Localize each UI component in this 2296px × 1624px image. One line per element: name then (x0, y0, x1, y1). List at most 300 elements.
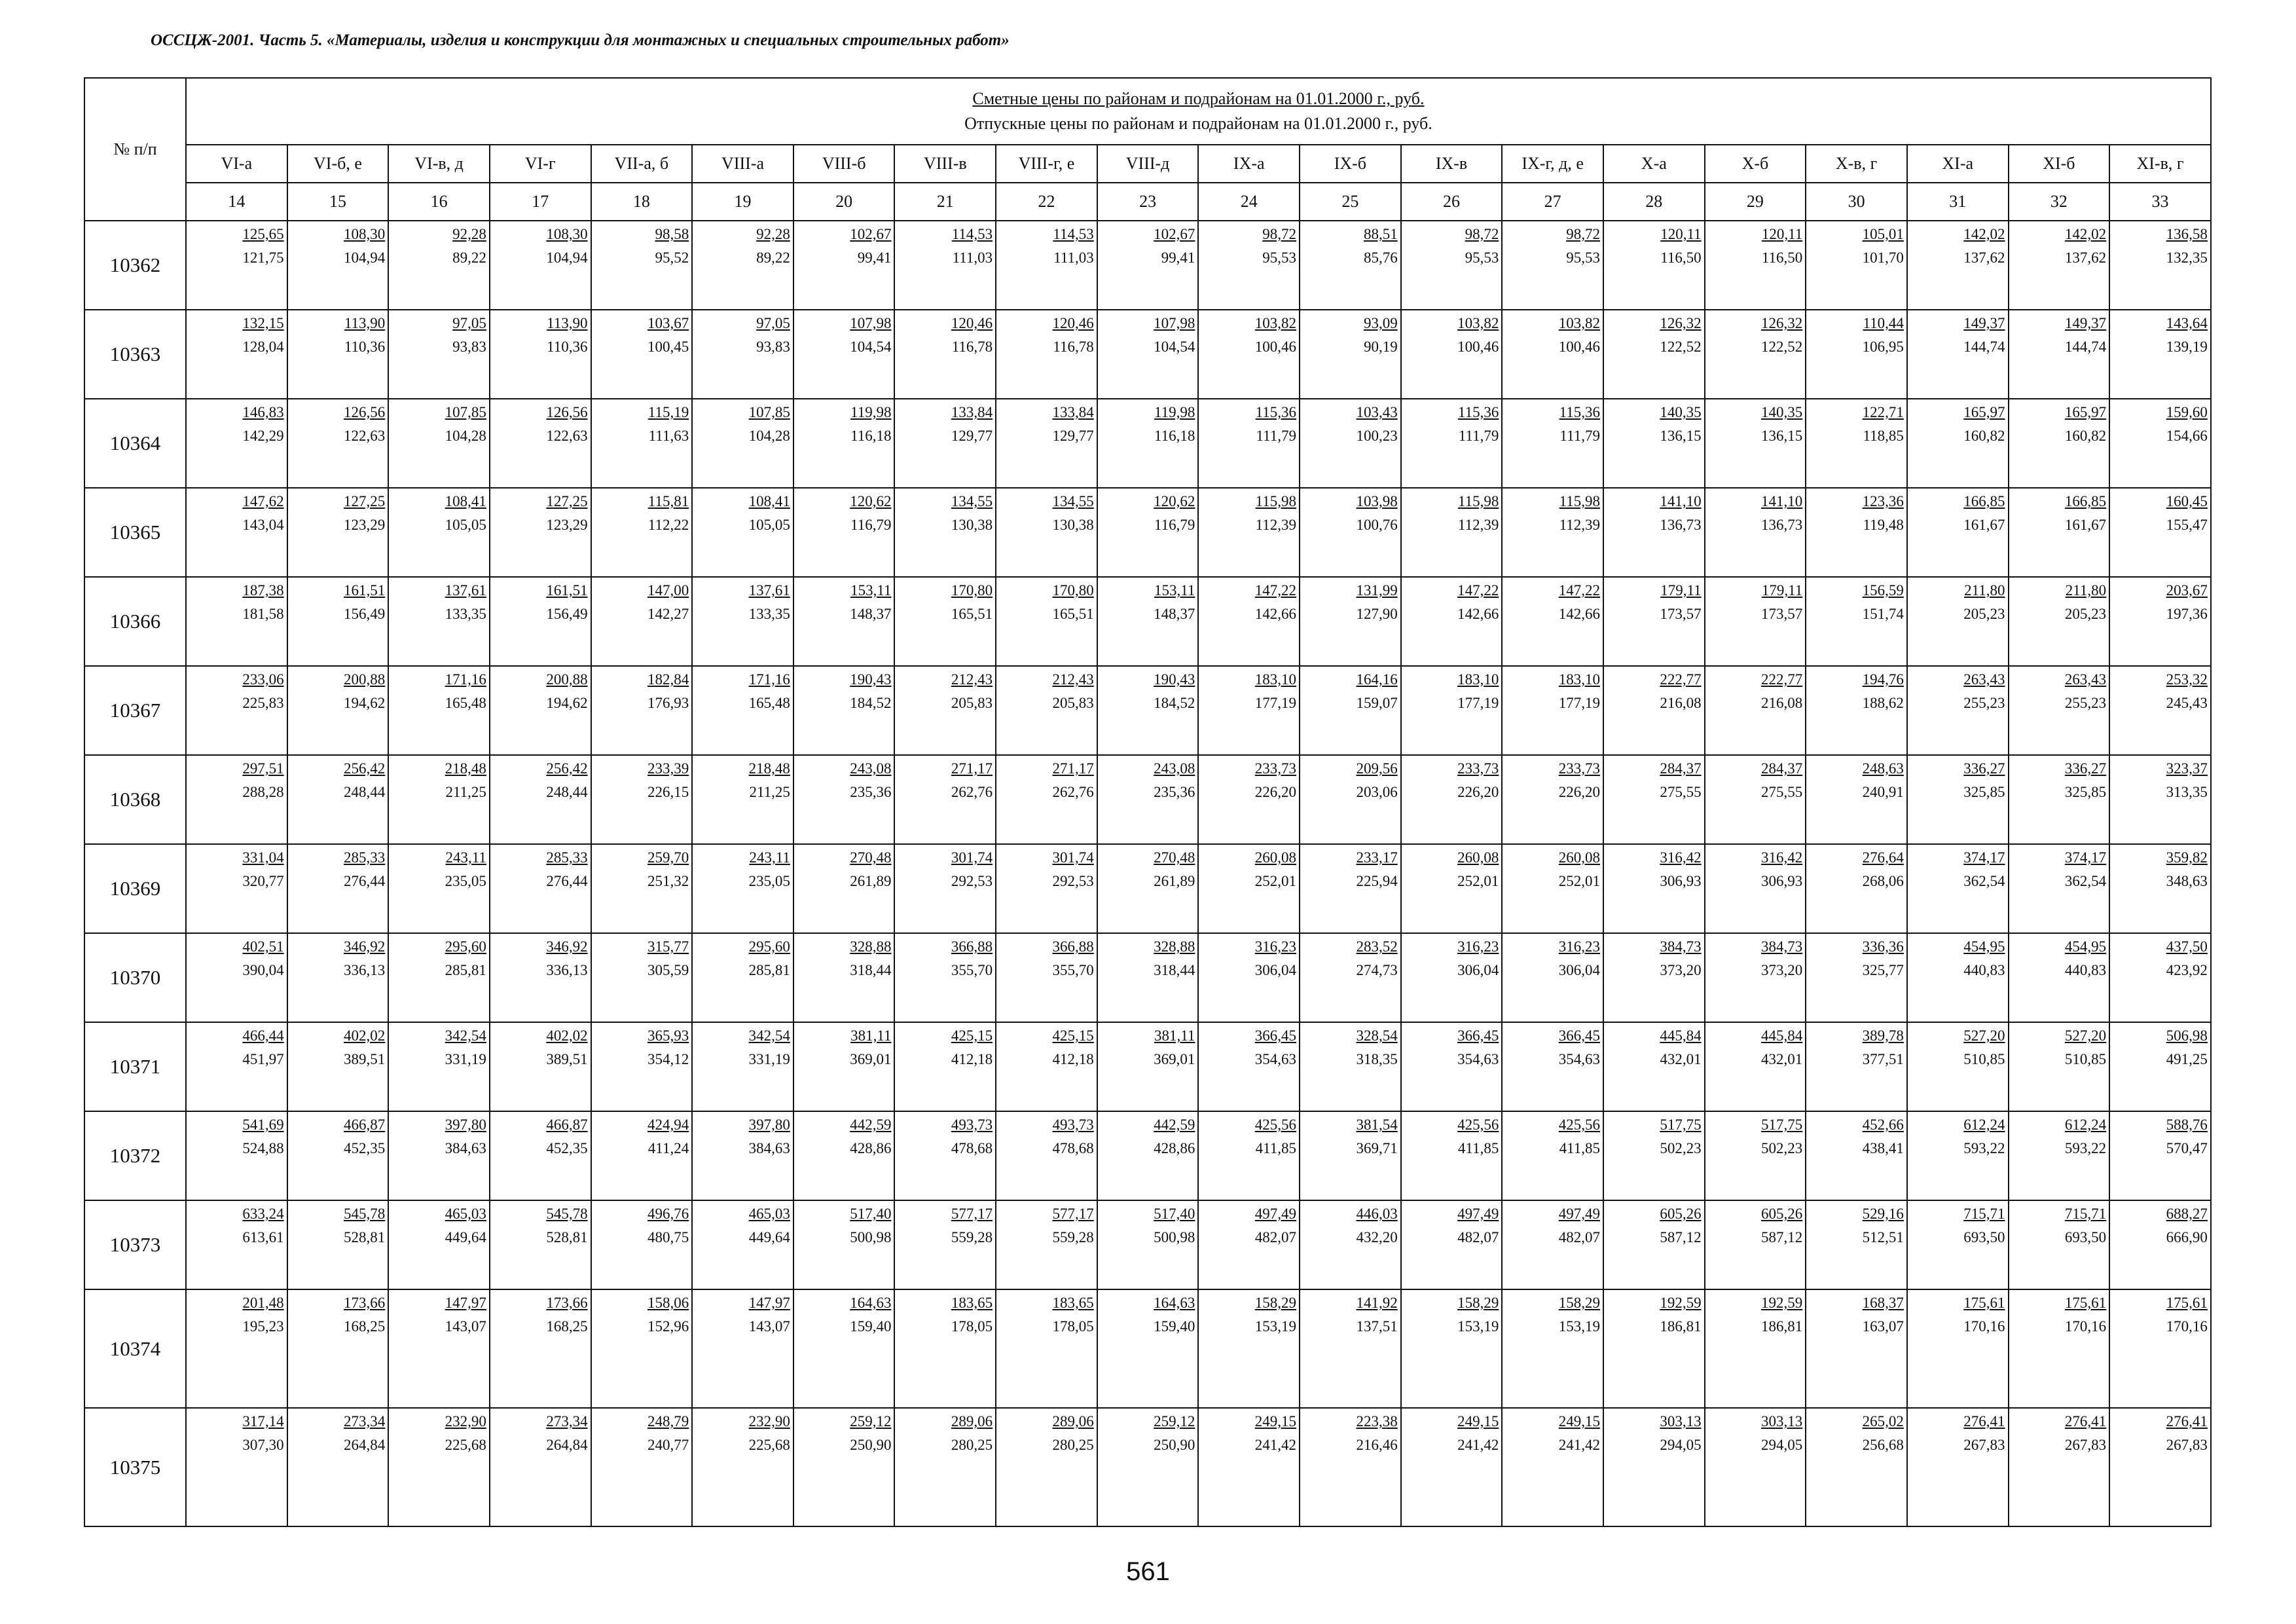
estimated-price: 166,85 (1963, 493, 2005, 509)
release-price: 666,90 (2166, 1229, 2208, 1246)
estimated-price: 158,29 (1254, 1295, 1297, 1311)
estimated-price: 346,92 (344, 938, 386, 955)
release-price: 267,83 (1963, 1437, 2005, 1453)
price-cell (591, 755, 693, 844)
estimated-price: 141,92 (1356, 1295, 1398, 1311)
column-number: 16 (388, 183, 490, 221)
estimated-price: 289,06 (951, 1413, 993, 1430)
estimated-price: 201,48 (242, 1295, 284, 1311)
price-cell (894, 1022, 996, 1111)
release-price: 170,16 (2166, 1318, 2208, 1335)
estimated-price: 160,45 (2166, 493, 2208, 509)
release-price: 502,23 (1761, 1140, 1803, 1156)
estimated-price: 173,66 (546, 1295, 588, 1311)
estimated-price: 402,02 (344, 1027, 386, 1044)
price-cell (1401, 1200, 1503, 1289)
estimated-price: 119,98 (850, 404, 892, 420)
release-price: 482,07 (1254, 1229, 1297, 1246)
estimated-price: 170,80 (1052, 582, 1094, 599)
price-cell (1097, 1111, 1199, 1200)
price-cell (1705, 1022, 1806, 1111)
price-cell (1300, 577, 1401, 666)
price-cell (1502, 221, 1603, 310)
price-cell (1603, 1200, 1705, 1289)
estimated-price: 577,17 (951, 1206, 993, 1222)
release-price: 245,43 (2166, 695, 2208, 711)
release-price: 423,92 (2166, 962, 2208, 978)
release-price: 559,28 (1052, 1229, 1094, 1246)
price-cell (2109, 844, 2211, 933)
estimated-price: 437,50 (2166, 938, 2208, 955)
estimated-price: 316,23 (1254, 938, 1297, 955)
estimated-price: 232,90 (748, 1413, 790, 1430)
price-cell (1300, 1289, 1401, 1408)
release-price: 261,89 (850, 873, 892, 889)
release-price: 93,83 (756, 339, 790, 355)
release-price: 130,38 (1052, 517, 1094, 533)
price-cell (490, 933, 591, 1022)
price-cell (388, 1289, 490, 1408)
estimated-price: 493,73 (1052, 1116, 1094, 1133)
release-price: 95,52 (655, 249, 689, 266)
release-price: 354,63 (1558, 1051, 1600, 1067)
price-cell (490, 755, 591, 844)
estimated-price: 161,51 (546, 582, 588, 599)
estimated-price: 127,25 (546, 493, 588, 509)
estimated-price: 316,23 (1457, 938, 1499, 955)
price-cell (186, 1200, 287, 1289)
release-price: 226,20 (1457, 784, 1499, 800)
price-cell (692, 933, 793, 1022)
release-price: 276,44 (344, 873, 386, 889)
region-header: XI-б (2009, 145, 2110, 183)
price-cell (287, 221, 389, 310)
estimated-price: 303,13 (1660, 1413, 1702, 1430)
price-cell (591, 577, 693, 666)
estimated-price: 119,98 (1154, 404, 1195, 420)
release-price: 161,67 (2064, 517, 2107, 533)
release-price: 205,83 (1052, 695, 1094, 711)
release-price: 440,83 (2064, 962, 2107, 978)
column-number: 31 (1907, 183, 2009, 221)
price-cell (793, 577, 895, 666)
estimated-price: 120,62 (1154, 493, 1195, 509)
estimated-price: 212,43 (1052, 671, 1094, 688)
estimated-price: 342,54 (748, 1027, 790, 1044)
price-cell (1907, 1200, 2009, 1289)
price-cell (1705, 1408, 1806, 1526)
estimated-price: 164,63 (850, 1295, 892, 1311)
price-cell (692, 666, 793, 755)
estimated-price: 126,32 (1660, 315, 1702, 331)
release-price: 165,51 (1052, 606, 1094, 622)
price-cell (1198, 488, 1300, 577)
estimated-price: 103,43 (1356, 404, 1398, 420)
price-cell (1198, 221, 1300, 310)
release-price: 235,36 (850, 784, 892, 800)
release-price: 155,47 (2166, 517, 2208, 533)
release-price: 524,88 (242, 1140, 284, 1156)
estimated-price: 115,36 (1559, 404, 1600, 420)
release-price: 285,81 (748, 962, 790, 978)
price-cell (1401, 310, 1503, 399)
price-cell (186, 1022, 287, 1111)
price-cell (2109, 1200, 2211, 1289)
estimated-price: 179,11 (1660, 582, 1702, 599)
column-number: 28 (1603, 183, 1705, 221)
release-price: 151,74 (1862, 606, 1904, 622)
release-price: 104,54 (850, 339, 892, 355)
release-price: 261,89 (1154, 873, 1195, 889)
release-price: 449,64 (748, 1229, 790, 1246)
release-price: 205,23 (2064, 606, 2107, 622)
item-number: 10363 (84, 310, 186, 399)
price-cell (1300, 666, 1401, 755)
release-price: 318,35 (1356, 1051, 1398, 1067)
estimated-price: 115,98 (1255, 493, 1297, 509)
price-cell (287, 666, 389, 755)
estimated-price: 123,36 (1862, 493, 1904, 509)
estimated-price: 365,93 (647, 1027, 689, 1044)
estimated-price: 316,42 (1660, 849, 1702, 866)
release-price: 693,50 (1963, 1229, 2005, 1246)
release-price: 99,41 (1161, 249, 1195, 266)
release-price: 142,29 (242, 428, 284, 444)
release-price: 235,05 (748, 873, 790, 889)
estimated-price: 136,58 (2166, 226, 2208, 242)
release-price: 280,25 (1052, 1437, 1094, 1453)
estimated-price: 381,11 (850, 1027, 892, 1044)
price-cell (591, 933, 693, 1022)
estimated-price: 284,37 (1660, 760, 1702, 777)
price-cell (1097, 755, 1199, 844)
estimated-price: 233,39 (647, 760, 689, 777)
table-row (84, 221, 2211, 310)
region-header: VI-в, д (388, 145, 490, 183)
release-price: 294,05 (1761, 1437, 1803, 1453)
region-header: VIII-д (1097, 145, 1199, 183)
column-number: 14 (186, 183, 287, 221)
price-cell (1907, 488, 2009, 577)
estimated-price: 303,13 (1761, 1413, 1803, 1430)
price-cell (388, 933, 490, 1022)
price-cell (1401, 666, 1503, 755)
estimated-price: 114,53 (1053, 226, 1094, 242)
table-row (84, 1289, 2211, 1408)
price-cell (1705, 221, 1806, 310)
estimated-price: 149,37 (2064, 315, 2107, 331)
price-cell (1806, 1111, 1907, 1200)
release-price: 500,98 (1154, 1229, 1195, 1246)
estimated-price: 248,63 (1862, 760, 1904, 777)
estimated-price-title: Сметные цены по районам и подрайонам на 01.01.2000 г., руб. (972, 89, 1425, 108)
estimated-price: 715,71 (2064, 1206, 2107, 1222)
price-cell (1907, 221, 2009, 310)
price-cell (287, 844, 389, 933)
table-row (84, 488, 2211, 577)
price-cell (996, 1408, 1097, 1526)
release-price: 440,83 (1963, 962, 2005, 978)
price-cell (1300, 310, 1401, 399)
release-price: 153,19 (1457, 1318, 1499, 1335)
estimated-price: 103,82 (1254, 315, 1297, 331)
estimated-price: 315,77 (647, 938, 689, 955)
estimated-price: 133,84 (1052, 404, 1094, 420)
estimated-price: 317,14 (242, 1413, 284, 1430)
release-price: 133,35 (748, 606, 790, 622)
estimated-price: 331,04 (242, 849, 284, 866)
release-price: 110,36 (547, 339, 588, 355)
price-cell (793, 310, 895, 399)
estimated-price: 265,02 (1862, 1413, 1904, 1430)
release-price: 130,38 (951, 517, 993, 533)
release-price: 104,94 (344, 249, 386, 266)
release-price: 176,93 (647, 695, 689, 711)
estimated-price: 175,61 (2166, 1295, 2208, 1311)
estimated-price: 107,85 (748, 404, 790, 420)
release-price: 235,36 (1154, 784, 1195, 800)
release-price: 373,20 (1660, 962, 1702, 978)
estimated-price: 108,30 (344, 226, 386, 242)
estimated-price: 211,80 (2065, 582, 2107, 599)
region-header: VI-б, е (287, 145, 389, 183)
price-cell (2009, 1022, 2110, 1111)
release-price: 184,52 (850, 695, 892, 711)
price-cell (287, 1289, 389, 1408)
release-price: 160,82 (1963, 428, 2005, 444)
estimated-price: 149,37 (1963, 315, 2005, 331)
estimated-price: 541,69 (242, 1116, 284, 1133)
price-cell (1603, 221, 1705, 310)
release-price: 142,66 (1254, 606, 1297, 622)
price-cell (793, 1289, 895, 1408)
release-price: 116,78 (951, 339, 993, 355)
estimated-price: 156,59 (1862, 582, 1904, 599)
table-row (84, 310, 2211, 399)
price-cell (490, 577, 591, 666)
estimated-price: 263,43 (1963, 671, 2005, 688)
estimated-price: 115,19 (647, 404, 689, 420)
region-header: X-б (1705, 145, 1806, 183)
estimated-price: 425,15 (951, 1027, 993, 1044)
release-price: 136,15 (1761, 428, 1803, 444)
price-cell (1705, 1289, 1806, 1408)
release-price: 100,46 (1558, 339, 1600, 355)
release-price: 336,13 (344, 962, 386, 978)
estimated-price: 115,98 (1559, 493, 1600, 509)
column-number: 21 (894, 183, 996, 221)
region-header: IX-б (1300, 145, 1401, 183)
estimated-price: 545,78 (546, 1206, 588, 1222)
price-cell (1401, 1111, 1503, 1200)
estimated-price: 402,51 (242, 938, 284, 955)
estimated-price: 425,56 (1457, 1116, 1499, 1133)
release-price: 373,20 (1761, 962, 1803, 978)
price-cell (1806, 755, 1907, 844)
release-price: 143,04 (242, 517, 284, 533)
estimated-price: 175,61 (1963, 1295, 2005, 1311)
price-cell (287, 399, 389, 488)
estimated-price: 260,08 (1457, 849, 1499, 866)
price-cell (1097, 221, 1199, 310)
release-price: 122,52 (1660, 339, 1702, 355)
price-cell (1806, 1408, 1907, 1526)
price-cell (1806, 488, 1907, 577)
price-cell (287, 755, 389, 844)
estimated-price: 146,83 (242, 404, 284, 420)
region-header: VIII-г, е (996, 145, 1097, 183)
estimated-price: 425,15 (1052, 1027, 1094, 1044)
estimated-price: 158,06 (647, 1295, 689, 1311)
estimated-price: 98,72 (1262, 226, 1297, 242)
release-price: 225,68 (445, 1437, 486, 1453)
estimated-price: 381,54 (1356, 1116, 1398, 1133)
column-number: 26 (1401, 183, 1503, 221)
release-price: 362,54 (2064, 873, 2107, 889)
estimated-price: 182,84 (647, 671, 689, 688)
price-cell (1502, 488, 1603, 577)
release-price: 480,75 (647, 1229, 689, 1246)
price-cell (793, 1022, 895, 1111)
price-cell (1401, 577, 1503, 666)
estimated-price: 108,41 (748, 493, 790, 509)
release-price: 528,81 (546, 1229, 588, 1246)
price-cell (2109, 310, 2211, 399)
table-row (84, 1022, 2211, 1111)
release-price: 133,35 (445, 606, 486, 622)
estimated-price: 164,16 (1356, 671, 1398, 688)
price-cell (1401, 1289, 1503, 1408)
estimated-price: 115,36 (1457, 404, 1499, 420)
release-price: 280,25 (951, 1437, 993, 1453)
release-price: 105,05 (748, 517, 790, 533)
release-price: 116,78 (1053, 339, 1094, 355)
release-price: 188,62 (1862, 695, 1904, 711)
release-price: 163,07 (1862, 1318, 1904, 1335)
estimated-price: 166,85 (2064, 493, 2107, 509)
release-price: 112,39 (1457, 517, 1499, 533)
release-price: 195,23 (242, 1318, 284, 1335)
price-cell (1806, 399, 1907, 488)
release-price: 110,36 (344, 339, 386, 355)
estimated-price: 131,99 (1356, 582, 1398, 599)
estimated-price: 203,67 (2166, 582, 2208, 599)
price-cell (1907, 577, 2009, 666)
estimated-price: 142,02 (2064, 226, 2107, 242)
price-cell (591, 221, 693, 310)
price-cell (2109, 221, 2211, 310)
release-price: 153,19 (1558, 1318, 1600, 1335)
price-cell (388, 666, 490, 755)
region-header: IX-а (1198, 145, 1300, 183)
release-price: 411,85 (1457, 1140, 1499, 1156)
release-price: 100,46 (1457, 339, 1499, 355)
price-cell (894, 755, 996, 844)
estimated-price: 452,66 (1862, 1116, 1904, 1133)
price-cell (1401, 844, 1503, 933)
price-cell (1603, 1289, 1705, 1408)
estimated-price: 285,33 (546, 849, 588, 866)
estimated-price: 454,95 (1963, 938, 2005, 955)
price-cell (692, 488, 793, 577)
region-header: X-в, г (1806, 145, 1907, 183)
price-cell (186, 488, 287, 577)
estimated-price: 92,28 (452, 226, 486, 242)
release-price: 85,76 (1363, 249, 1398, 266)
price-cell (1097, 577, 1199, 666)
release-price: 411,24 (647, 1140, 689, 1156)
price-cell (2109, 755, 2211, 844)
estimated-price: 259,12 (850, 1413, 892, 1430)
release-price: 432,01 (1660, 1051, 1702, 1067)
estimated-price: 249,15 (1558, 1413, 1600, 1430)
estimated-price: 465,03 (748, 1206, 790, 1222)
price-cell (2009, 488, 2110, 577)
estimated-price: 577,17 (1052, 1206, 1094, 1222)
price-cell (1907, 755, 2009, 844)
item-number: 10365 (84, 488, 186, 577)
estimated-price: 232,90 (445, 1413, 486, 1430)
release-price: 593,22 (2064, 1140, 2107, 1156)
release-price: 116,50 (1761, 249, 1803, 266)
price-cell (692, 755, 793, 844)
estimated-price: 366,88 (1052, 938, 1094, 955)
estimated-price: 425,56 (1254, 1116, 1297, 1133)
release-price: 165,48 (748, 695, 790, 711)
estimated-price: 270,48 (850, 849, 892, 866)
price-cell (1603, 755, 1705, 844)
price-cell (2109, 933, 2211, 1022)
release-price: 205,83 (951, 695, 993, 711)
price-cell (793, 933, 895, 1022)
release-price: 268,06 (1862, 873, 1904, 889)
release-price: 211,25 (445, 784, 486, 800)
price-cell (1198, 1022, 1300, 1111)
estimated-price: 140,35 (1660, 404, 1702, 420)
price-cell (692, 1200, 793, 1289)
estimated-price: 283,52 (1356, 938, 1398, 955)
release-price: 432,20 (1356, 1229, 1398, 1246)
estimated-price: 183,10 (1457, 671, 1499, 688)
estimated-price: 115,98 (1457, 493, 1499, 509)
release-price: 355,70 (1052, 962, 1094, 978)
release-price: 241,42 (1457, 1437, 1499, 1453)
estimated-price: 374,17 (2064, 849, 2107, 866)
price-cell (1806, 310, 1907, 399)
region-header: XI-в, г (2109, 145, 2211, 183)
price-cell (1603, 1408, 1705, 1526)
release-price: 118,85 (1863, 428, 1904, 444)
estimated-price: 402,02 (546, 1027, 588, 1044)
release-price: 451,97 (242, 1051, 284, 1067)
estimated-price: 493,73 (951, 1116, 993, 1133)
price-cell (894, 221, 996, 310)
estimated-price: 120,11 (1660, 226, 1702, 242)
price-cell (186, 844, 287, 933)
release-price: 136,73 (1660, 517, 1702, 533)
price-cell (1198, 844, 1300, 933)
release-price: 156,49 (344, 606, 386, 622)
column-number: 27 (1502, 183, 1603, 221)
estimated-price: 115,81 (647, 493, 689, 509)
column-number: 22 (996, 183, 1097, 221)
price-cell (1603, 399, 1705, 488)
estimated-price: 88,51 (1363, 226, 1398, 242)
release-price: 267,83 (2064, 1437, 2107, 1453)
release-price: 144,74 (1963, 339, 2005, 355)
price-cell (894, 1111, 996, 1200)
release-price: 318,44 (1154, 962, 1195, 978)
